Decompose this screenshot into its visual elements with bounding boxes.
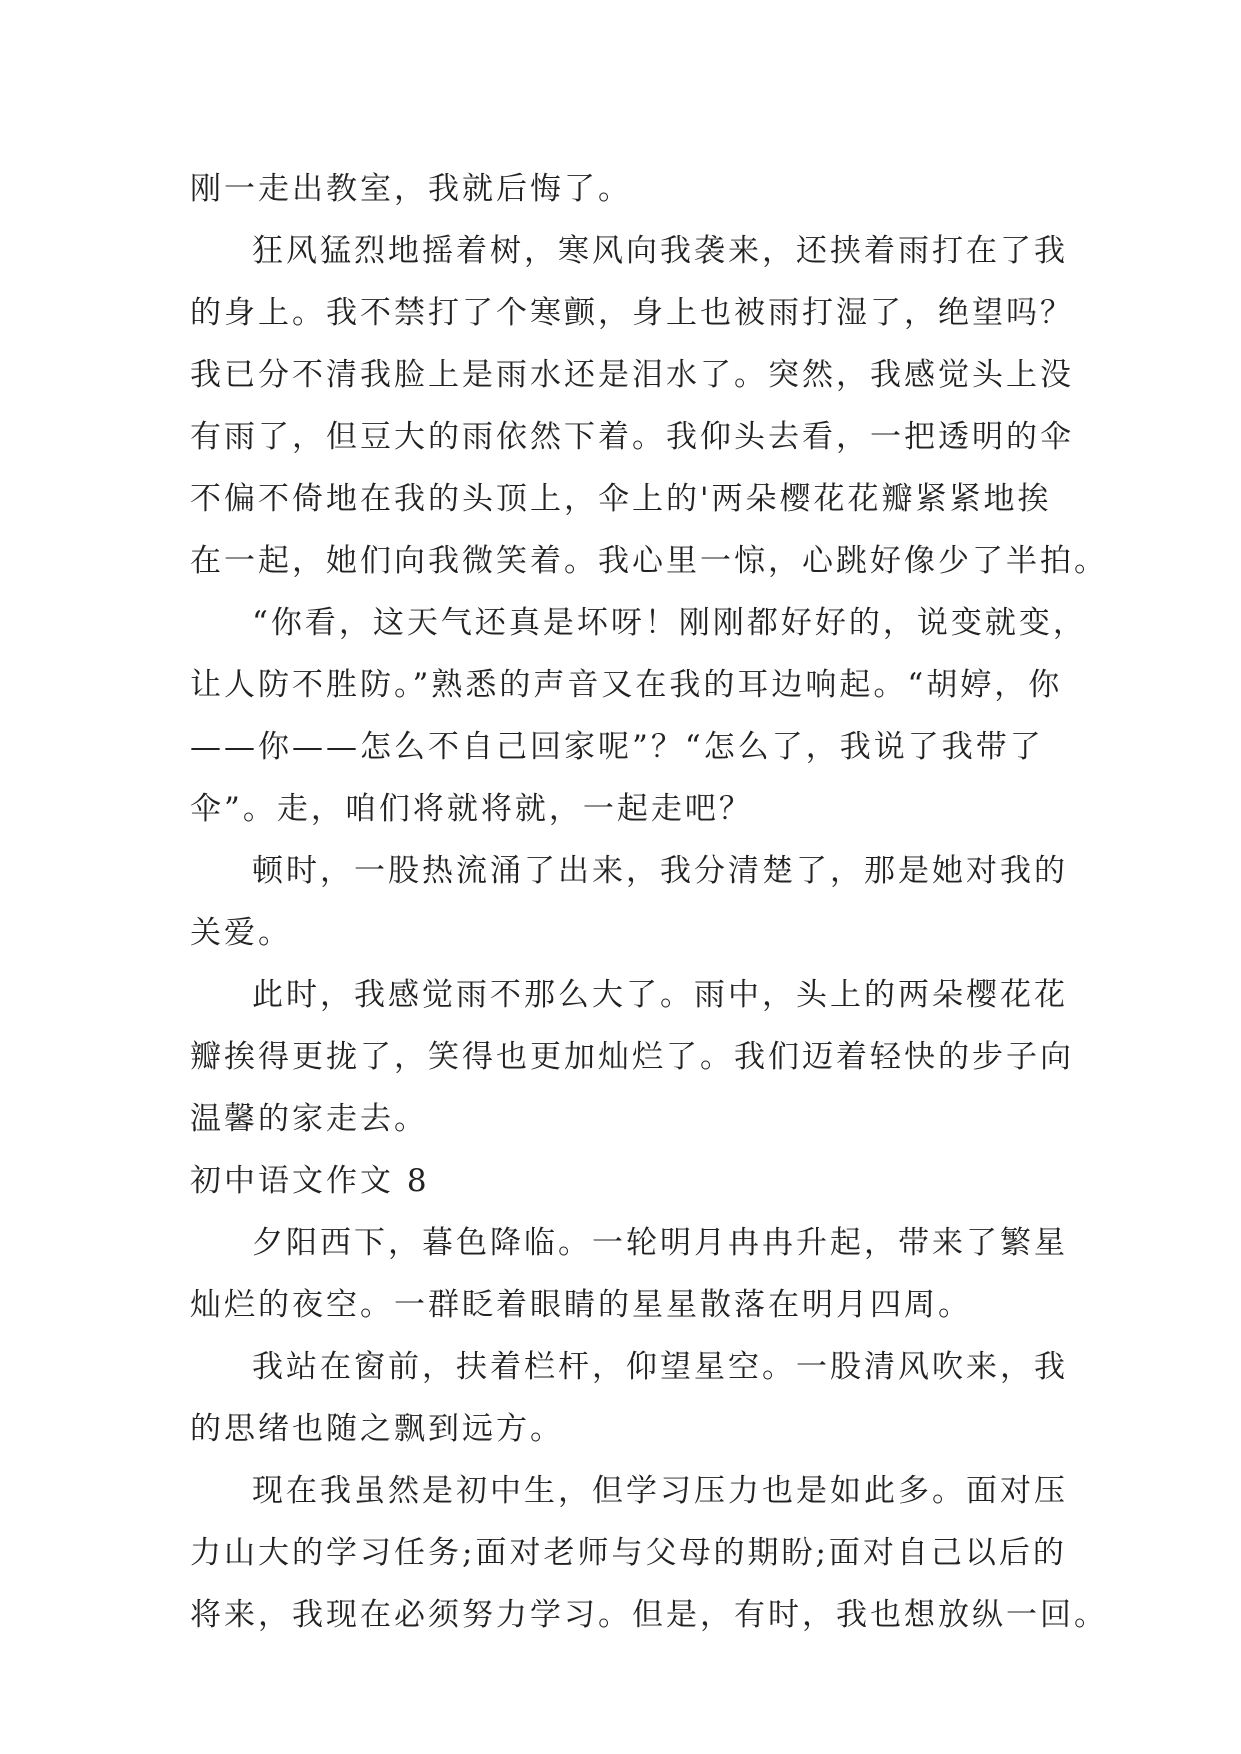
document-body (190, 158, 1108, 1646)
text-line: “你看，这天气还真是坏呀！刚刚都好好的，说变就变， (252, 605, 1087, 641)
paragraph-7 (190, 1336, 1068, 1460)
text-line: 我站在窗前，扶着栏杆，仰望星空。一股清风吹来，我 (252, 1349, 1068, 1385)
paragraph-5 (190, 964, 1074, 1150)
text-line: 温馨的家走去。 (190, 1101, 428, 1137)
text-line: ——你——怎么不自己回家呢”？“怎么了，我说了我带了 (190, 729, 1044, 765)
section-heading (190, 1150, 1060, 1212)
text-line: 此时，我感觉雨不那么大了。雨中，头上的两朵樱花花 (252, 977, 1068, 1013)
text-line: 灿烂的夜空。一群眨着眼睛的星星散落在明月四周。 (190, 1287, 972, 1323)
paragraph-3 (190, 592, 1087, 840)
text-line: 不偏不倚地在我的头顶上，伞上的'两朵樱花花瓣紧紧地挨 (190, 481, 1052, 517)
paragraph-4 (190, 840, 1068, 964)
text-line: 让人防不胜防。”熟悉的声音又在我的耳边响起。“胡婷，你 (190, 667, 1063, 703)
paragraph-6 (190, 1212, 1068, 1336)
text-line: 伞”。走，咱们将就将就，一起走吧？ (190, 791, 753, 827)
text-line: 狂风猛烈地摇着树，寒风向我袭来，还挟着雨打在了我 (252, 233, 1068, 269)
text-line: 的思绪也随之飘到远方。 (190, 1411, 564, 1447)
text-line: 有雨了，但豆大的雨依然下着。我仰头去看，一把透明的伞 (190, 419, 1074, 455)
heading-text: 初中语文作文 8 (190, 1163, 430, 1199)
text-line: 在一起，她们向我微笑着。我心里一惊，心跳好像少了半拍。 (190, 543, 1108, 579)
paragraph-2 (190, 220, 1108, 592)
text-line: 刚一走出教室，我就后悔了。 (190, 171, 632, 207)
text-line: 力山大的学习任务;面对老师与父母的期盼;面对自己以后的 (190, 1535, 1067, 1571)
text-line: 我已分不清我脸上是雨水还是泪水了。突然，我感觉头上没 (190, 357, 1074, 393)
text-line: 现在我虽然是初中生，但学习压力也是如此多。面对压 (252, 1473, 1068, 1509)
text-line: 关爱。 (190, 915, 292, 951)
paragraph-1 (190, 158, 1060, 220)
paragraph-8 (190, 1460, 1108, 1646)
text-line: 夕阳西下，暮色降临。一轮明月冉冉升起，带来了繁星 (252, 1225, 1068, 1261)
text-line: 的身上。我不禁打了个寒颤，身上也被雨打湿了，绝望吗？ (190, 295, 1074, 331)
text-line: 瓣挨得更拢了，笑得也更加灿烂了。我们迈着轻快的步子向 (190, 1039, 1074, 1075)
text-line: 顿时，一股热流涌了出来，我分清楚了，那是她对我的 (252, 853, 1068, 889)
text-line: 将来，我现在必须努力学习。但是，有时，我也想放纵一回。 (190, 1597, 1108, 1633)
